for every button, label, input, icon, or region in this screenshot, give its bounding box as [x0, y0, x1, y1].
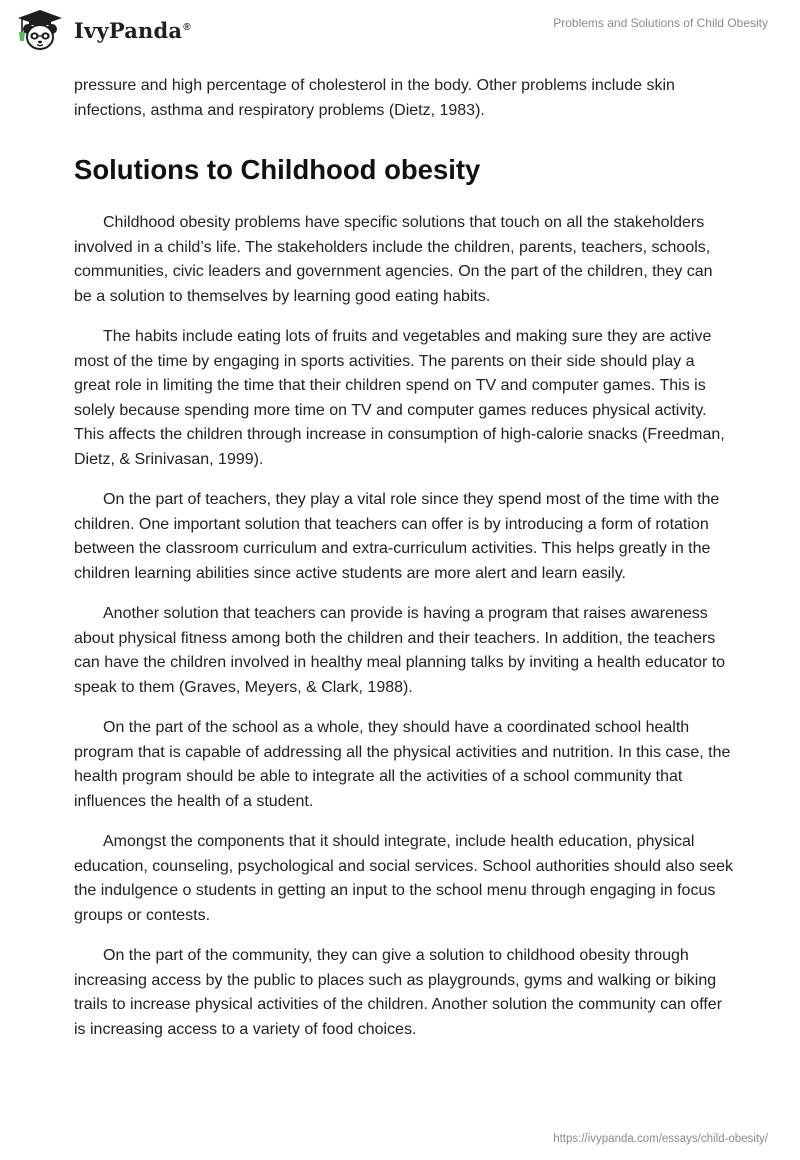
- paragraph: Another solution that teachers can provide is having a program that raises awareness about physical fitness among both the children and their teachers. In addition, the teachers can have the children involved in healthy meal planning talks by inviting a health educator to speak to them (Graves, Meyers, & Clark, 1988).: [74, 605, 726, 696]
- brand-name: IvyPanda®: [74, 17, 191, 43]
- document-title: Problems and Solutions of Child Obesity: [553, 16, 768, 30]
- panda-graduate-icon: [14, 8, 66, 52]
- paragraph: Amongst the components that it should integrate, include health education, physical education, counseling, psychological and social services. School authorities should also seek the indulgence o students in getting an input to the school menu through engaging in focus groups or contests.: [74, 833, 734, 924]
- section-heading: Solutions to Childhood obesity: [74, 154, 481, 185]
- paragraph: Childhood obesity problems have specific solutions that touch on all the stakeholders involved in a child’s life. The stakeholders include the children, parents, teachers, schools, communities, civic leaders and government agencies. On the part of the children, they can be a solution to themselves by learning good eating habits.: [74, 214, 713, 305]
- essay-content: [74, 74, 734, 1042]
- paragraph: On the part of teachers, they play a vital role since they spend most of the time with the children. One important solution that teachers can offer is by introducing a form of rotation between the classroom curriculum and extra-curriculum activities. This helps greatly in the children learning abilities since active students are more alert and learn easily.: [74, 491, 720, 582]
- ivypanda-logo[interactable]: [14, 8, 191, 52]
- page-header: [0, 0, 800, 60]
- intro-paragraph: pressure and high percentage of cholesterol in the body. Other problems include skin infections, asthma and respiratory problems (Dietz, 1983).: [74, 77, 675, 119]
- source-url[interactable]: https://ivypanda.com/essays/child-obesity/: [553, 1133, 768, 1145]
- paragraph: The habits include eating lots of fruits and vegetables and making sure they are active most of the time by engaging in sports activities. The parents on their side should play a great role in limiting the time that their children spend on TV and computer games. This is solely because spending more time on TV and computer games reduces physical activity. This affects the children through increase in consumption of high-calorie snacks (Freedman, Dietz, & Srinivasan, 1999).: [74, 328, 725, 468]
- paragraph: On the part of the community, they can give a solution to childhood obesity through increasing access by the public to places such as playgrounds, gyms and walking or biking trails to increase physical activities of the children. Another solution the community can offer is increasing access to a variety of food choices.: [74, 947, 723, 1038]
- registered-mark: ®: [183, 21, 191, 33]
- paragraph: On the part of the school as a whole, they should have a coordinated school health program that is capable of addressing all the physical activities and nutrition. In this case, the health program should be able to integrate all the activities of a school community that influences the health of a student.: [74, 719, 731, 810]
